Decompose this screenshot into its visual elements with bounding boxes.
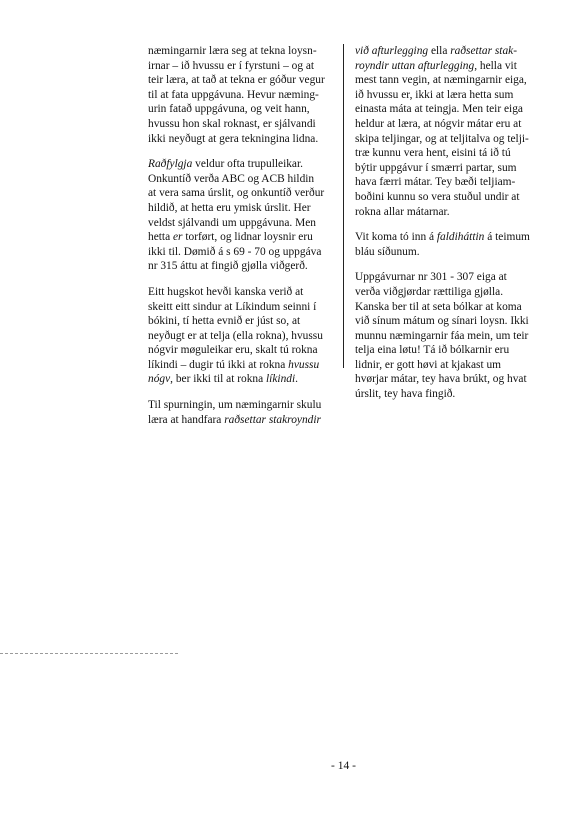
text-line: til at fata uppgávuna. Hevur næming- bbox=[148, 88, 319, 101]
text-line: munnu næmingarnir fáa mein, um teir bbox=[355, 329, 529, 342]
text-line bbox=[148, 230, 338, 245]
text-line: neyðugt er at telja (ella rokna), hvussu bbox=[148, 329, 323, 342]
paragraph bbox=[355, 44, 543, 219]
text-line: urin fatað uppgávuna, og veit hann, bbox=[148, 103, 310, 116]
left-text-column bbox=[148, 44, 338, 438]
paragraph bbox=[355, 230, 543, 259]
text-run: Vit koma tó inn á bbox=[355, 231, 437, 244]
text-line bbox=[355, 230, 543, 245]
text-line bbox=[148, 157, 338, 172]
text-line: lidnir, er gott høvi at kjakast um bbox=[355, 358, 502, 371]
text-line: nr 315 áttu at fingið gjølla viðgerð. bbox=[148, 260, 308, 273]
text-line: ikki til. Dømið á s 69 - 70 og uppgáva bbox=[148, 245, 322, 258]
text-line: Eitt hugskot hevði kanska verið at bbox=[148, 285, 304, 298]
text-line: næmingarnir læra seg at tekna loysn- bbox=[148, 45, 317, 57]
text-line: teir læra, at tað at tekna er góður vegur bbox=[148, 74, 325, 87]
page-number: - 14 - bbox=[331, 760, 356, 772]
text-run: veldur ofta trupulleikar. bbox=[192, 158, 304, 171]
text-line: hava færri mátar. Tey bæði teljiam- bbox=[355, 176, 516, 189]
text-run: , hella vit bbox=[474, 59, 517, 72]
text-line bbox=[148, 413, 338, 428]
text-line: bláu síðunum. bbox=[355, 245, 420, 258]
text-line bbox=[148, 358, 338, 373]
italic-term: Raðfylgja bbox=[148, 158, 193, 171]
italic-term: við afturlegging bbox=[355, 45, 429, 57]
scan-rule-line bbox=[0, 653, 178, 654]
text-line: heldur at læra, at nógvir mátar eru at bbox=[355, 117, 522, 130]
paragraph bbox=[148, 285, 338, 387]
text-run: . bbox=[295, 373, 298, 386]
text-line: við sínum mátum og sínari loysn. Ikki bbox=[355, 315, 529, 328]
text-line: Uppgávurnar nr 301 - 307 eiga at bbox=[355, 271, 507, 284]
paragraph bbox=[148, 398, 338, 427]
text-line: rokna allar mátarnar. bbox=[355, 205, 450, 218]
text-line: býtir uppgávur í smærri partar, sum bbox=[355, 161, 517, 174]
text-line: hildið, at hetta eru ymisk úrslit. Her bbox=[148, 201, 311, 214]
italic-term: hvussu bbox=[288, 358, 320, 371]
text-line: træ kunnu vera hent, eisini tá ið tú bbox=[355, 147, 511, 160]
text-line bbox=[355, 59, 543, 74]
text-run: ella bbox=[428, 45, 451, 57]
text-line: skipa teljingar, og at teljitalva og telji- bbox=[355, 132, 529, 145]
italic-term: er bbox=[172, 231, 183, 244]
text-line: boðini kunnu so vera stuðul undir at bbox=[355, 190, 520, 203]
text-run: torført, og lidnar loysnir eru bbox=[182, 231, 313, 244]
paragraph bbox=[148, 157, 338, 274]
text-line: Onkuntíð verða ABC og ACB hildin bbox=[148, 172, 315, 185]
text-line bbox=[148, 372, 338, 387]
italic-term: líkindi bbox=[266, 373, 296, 386]
text-line: veldst sjálvandi um uppgávuna. Men bbox=[148, 216, 316, 229]
paragraph bbox=[148, 44, 338, 146]
text-line: mest tann vegin, at næmingarnir eiga, bbox=[355, 74, 527, 87]
italic-term: raðsettar stakroyndir bbox=[224, 413, 321, 426]
italic-term: faldiháttin bbox=[436, 231, 485, 244]
right-text-column bbox=[355, 44, 543, 413]
text-line: Kanska ber til at seta bólkar at koma bbox=[355, 300, 522, 313]
text-line: ikki neyðugt at gera tekningina lidna. bbox=[148, 132, 319, 145]
text-line: skeitt eitt sindur at Líkindum seinni í bbox=[148, 300, 317, 313]
text-line: ið hvussu er, ikki at læra hetta sum bbox=[355, 88, 514, 101]
text-line: verða viðgjørdar rættiliga gjølla. bbox=[355, 285, 504, 298]
text-line: nógvir møguleikar eru, skalt tú rokna bbox=[148, 344, 318, 357]
text-run: læra at handfara bbox=[148, 413, 225, 426]
italic-term: raðsettar stak- bbox=[450, 45, 517, 57]
text-line: einasta máta at teingja. Men teir eiga bbox=[355, 103, 523, 116]
text-line: telja eina løtu! Tá ið bólkarnir eru bbox=[355, 344, 510, 357]
text-line bbox=[355, 44, 543, 59]
text-run: , ber ikki til at rokna bbox=[170, 373, 267, 386]
italic-term: nógv bbox=[148, 373, 171, 386]
text-line: hvørjar mátar, tey hava brúkt, og hvat bbox=[355, 373, 527, 386]
text-line: irnar – ið hvussu er í fyrstuni – og at bbox=[148, 59, 315, 72]
text-run: hetta bbox=[148, 231, 173, 244]
text-run: á teimum bbox=[484, 231, 530, 244]
text-line: bókini, tí hetta evnið er júst so, at bbox=[148, 315, 301, 328]
column-divider bbox=[343, 44, 344, 368]
text-line: Til spurningin, um næmingarnir skulu bbox=[148, 399, 322, 412]
paragraph bbox=[355, 270, 543, 401]
text-run: líkindi – dugir tú ikki at rokna bbox=[148, 358, 289, 371]
italic-term: royndir uttan afturlegging bbox=[355, 59, 475, 72]
text-line: úrslit, tey hava fingið. bbox=[355, 388, 456, 401]
text-line: at vera sama úrslit, og onkuntíð verður bbox=[148, 187, 325, 200]
text-line: hvussu hon skal roknast, er sjálvandi bbox=[148, 117, 316, 130]
